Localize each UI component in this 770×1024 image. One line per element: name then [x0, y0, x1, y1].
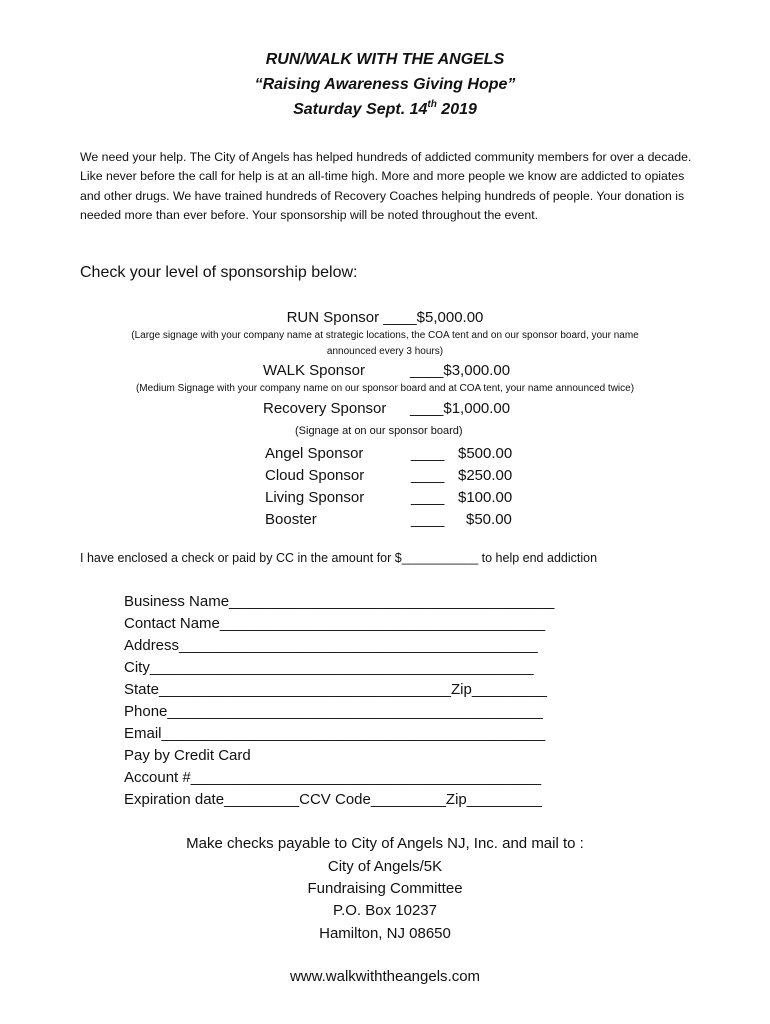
address-field[interactable]: Address___________________________________________ [124, 637, 538, 654]
recovery-sponsor-amount: ____$1,000.00 [410, 400, 511, 417]
contact-name-field[interactable]: Contact Name_______________________________________ [124, 615, 546, 632]
tier-name: Living Sponsor [265, 489, 365, 506]
tier-amount: $250.00 [458, 467, 513, 484]
sponsorship-heading: Check your level of sponsorship below: [80, 264, 358, 281]
business-name-field[interactable]: Business Name_______________________________________ [124, 593, 555, 610]
website-link[interactable]: www.walkwiththeangels.com [289, 968, 481, 985]
pay-by-credit-card-label: Pay by Credit Card [124, 747, 251, 764]
event-date-main: Saturday Sept. 14 [293, 101, 428, 118]
mail-address-line-1: City of Angels/5K [327, 858, 443, 875]
mail-address-line-3: P.O. Box 10237 [333, 902, 437, 919]
tier-checkbox-line[interactable]: ____ [411, 467, 445, 484]
tier-amount: $500.00 [458, 445, 513, 462]
walk-sponsor-amount: ____$3,000.00 [410, 362, 511, 379]
tier-amount: $100.00 [458, 489, 513, 506]
tier-name: Angel Sponsor [265, 445, 364, 462]
tier-amount: $50.00 [466, 511, 512, 528]
recovery-sponsor-description: (Signage at on our sponsor board) [295, 425, 463, 437]
tier-name: Booster [265, 511, 317, 528]
intro-paragraph: We need your help. The City of Angels has helped hundreds of addicted community members for over a decade. Like never before the call for help is at an all-time high. More and more people we know are addicted to opiates and other drugs. We have trained hundreds of Recovery Coaches helping hundreds of people. Your donation is needed more than ever before. Your sponsorship will be noted throughout the event. [80, 150, 692, 223]
event-date-ordinal: th [427, 99, 437, 110]
city-field[interactable]: City______________________________________________ [124, 659, 534, 676]
state-zip-field[interactable]: State___________________________________Zip_________ [124, 681, 547, 698]
expiration-ccv-zip-field[interactable]: Expiration date_________CCV Code_________Zip_________ [124, 791, 542, 808]
walk-sponsor-label: WALK Sponsor [263, 362, 365, 379]
event-title: RUN/WALK WITH THE ANGELS [265, 51, 505, 68]
tier-name: Cloud Sponsor [265, 467, 365, 484]
run-sponsor-description-2: announced every 3 hours) [326, 346, 444, 357]
run-sponsor-description-1: (Large signage with your company name at strategic locations, the COA tent and on our sponsor board, your name [131, 330, 639, 341]
event-date-year: 2019 [436, 101, 477, 118]
tier-checkbox-line[interactable]: ____ [411, 489, 445, 506]
mail-address-line-4: Hamilton, NJ 08650 [319, 925, 451, 942]
event-date [0, 99, 770, 118]
account-number-field[interactable]: Account #__________________________________________ [124, 769, 542, 786]
tier-checkbox-line[interactable]: ____ [411, 445, 445, 462]
phone-field[interactable]: Phone_____________________________________________ [124, 703, 543, 720]
email-field[interactable]: Email______________________________________________ [124, 725, 546, 742]
payable-instruction: Make checks payable to City of Angels NJ, Inc. and mail to : [186, 835, 584, 852]
event-slogan: “Raising Awareness Giving Hope” [254, 76, 516, 93]
tier-checkbox-line[interactable]: ____ [411, 511, 445, 528]
run-sponsor-option: RUN Sponsor ____$5,000.00 [286, 309, 484, 326]
recovery-sponsor-label: Recovery Sponsor [263, 400, 387, 417]
walk-sponsor-description: (Medium Signage with your company name on our sponsor board and at COA tent, your name announced twice) [135, 383, 635, 394]
mail-address-line-2: Fundraising Committee [307, 880, 463, 897]
enclosed-amount-line[interactable]: I have enclosed a check or paid by CC in the amount for $___________ to help end addiction [80, 551, 598, 565]
